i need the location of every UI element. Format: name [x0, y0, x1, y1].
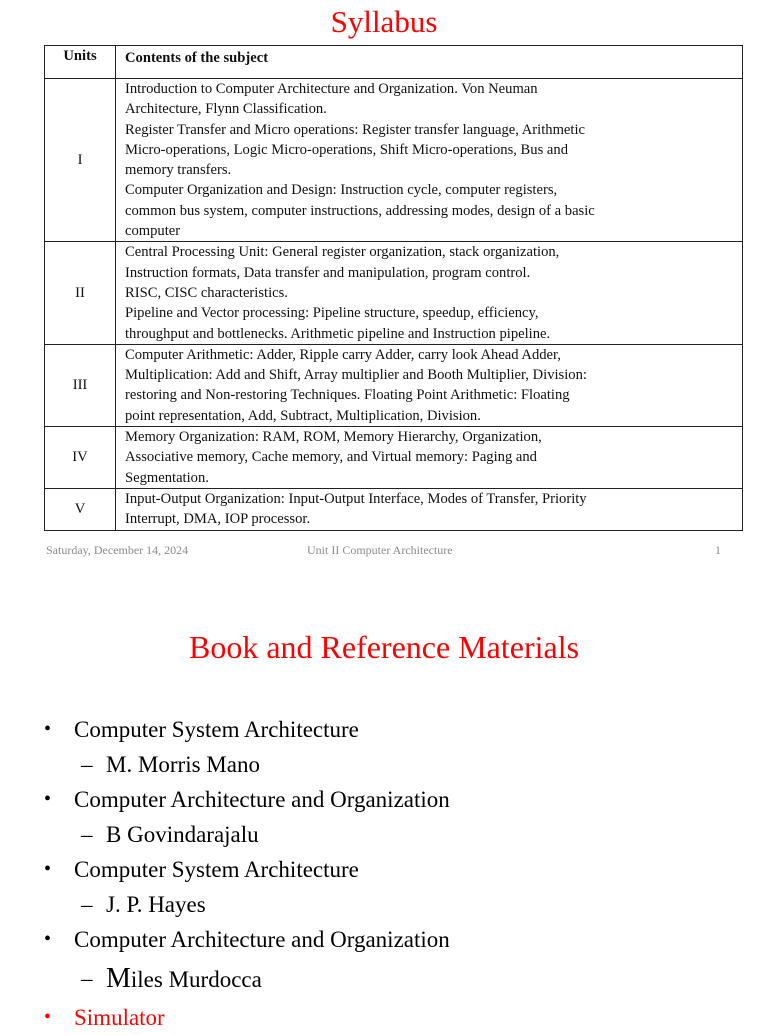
unit-number: II	[45, 242, 116, 344]
dash-icon: –	[81, 822, 93, 847]
header-units: Units	[45, 46, 116, 79]
book-author: M. Morris Mano	[106, 752, 260, 777]
bullet-icon: •	[44, 858, 52, 880]
book-title: Computer System Architecture	[74, 717, 359, 742]
list-item-author	[0, 817, 450, 852]
syllabus-table	[44, 45, 743, 531]
content-line: Multiplication: Add and Shift, Array multiplier and Booth Multiplier, Division:	[125, 367, 587, 384]
content-line: Memory Organization: RAM, ROM, Memory Hierarchy, Organization,	[125, 429, 542, 446]
unit-contents	[116, 79, 743, 242]
unit-number: V	[45, 488, 116, 530]
list-item-author	[0, 887, 450, 922]
content-line: Register Transfer and Micro operations: Register transfer language, Arithmetic	[125, 121, 585, 138]
content-line: memory transfers.	[125, 162, 232, 179]
content-line: Architecture, Flynn Classification.	[125, 101, 327, 118]
book-author: J. P. Hayes	[106, 892, 206, 917]
book-title: Computer Architecture and Organization	[74, 927, 450, 952]
unit-contents	[116, 427, 743, 489]
unit-contents	[116, 242, 743, 344]
book-title: Computer Architecture and Organization	[74, 787, 450, 812]
footer-unit-label: Unit II Computer Architecture	[307, 543, 453, 557]
bullet-icon: •	[44, 788, 52, 810]
table-row-unit-3	[45, 344, 743, 426]
content-line: restoring and Non-restoring Techniques. Floating Point Arithmetic: Floating	[125, 387, 570, 404]
content-line: Pipeline and Vector processing: Pipeline structure, speedup, efficiency,	[125, 305, 539, 322]
table-row-unit-2	[45, 242, 743, 344]
content-line: Central Processing Unit: General register organization, stack organization,	[125, 244, 560, 261]
content-line: Introduction to Computer Architecture and Organization. Von Neuman	[125, 81, 538, 97]
syllabus-table-header	[45, 46, 743, 79]
table-row-unit-1	[45, 79, 743, 242]
content-line: Micro-operations, Logic Micro-operations, Shift Micro-operations, Bus and	[125, 141, 568, 158]
list-item-book	[0, 782, 450, 817]
bullet-icon: •	[44, 928, 52, 950]
content-line: common bus system, computer instructions, addressing modes, design of a basic	[125, 202, 595, 219]
content-line: Input-Output Organization: Input-Output Interface, Modes of Transfer, Priority	[125, 490, 587, 507]
content-line: computer	[125, 223, 181, 240]
book-title: Computer System Architecture	[74, 857, 359, 882]
list-item-book	[0, 852, 450, 887]
unit-number: IV	[45, 427, 116, 489]
content-line: throughput and bottlenecks. Arithmetic pipeline and Instruction pipeline.	[125, 325, 551, 342]
simulator-label: Simulator	[74, 1005, 165, 1030]
dash-icon: –	[81, 752, 93, 777]
book-author: B Govindarajalu	[106, 822, 259, 847]
unit-number: I	[45, 79, 116, 242]
content-line: Computer Arithmetic: Adder, Ripple carry Adder, carry look Ahead Adder,	[125, 346, 561, 363]
list-item-author	[0, 957, 450, 1000]
list-item-book	[0, 712, 450, 747]
content-line: point representation, Add, Subtract, Multiplication, Division.	[125, 407, 481, 424]
book-author-initial: M	[106, 963, 131, 994]
list-item-author	[0, 747, 450, 782]
list-item-simulator	[0, 1000, 450, 1035]
table-row-unit-4	[45, 427, 743, 489]
footer-date: Saturday, December 14, 2024	[46, 543, 189, 557]
footer-page-number: 1	[715, 543, 721, 557]
content-line: RISC, CISC characteristics.	[125, 284, 288, 301]
content-line: Segmentation.	[125, 469, 209, 486]
header-contents: Contents of the subject	[116, 46, 743, 79]
slide-title-references: Book and Reference Materials	[188, 629, 580, 665]
content-line: Interrupt, DMA, IOP processor.	[125, 511, 311, 528]
bullet-icon: •	[44, 1006, 52, 1028]
dash-icon: –	[81, 892, 93, 917]
content-line: Instruction formats, Data transfer and manipulation, program control.	[125, 264, 531, 281]
unit-number: III	[45, 344, 116, 426]
dash-icon: –	[81, 966, 93, 991]
content-line: Computer Organization and Design: Instruction cycle, computer registers,	[125, 182, 558, 199]
slide-title-syllabus: Syllabus	[330, 4, 438, 39]
content-line: Associative memory, Cache memory, and Virtual memory: Paging and	[125, 449, 537, 466]
reference-list	[0, 712, 450, 1035]
book-author: iles Murdocca	[130, 967, 262, 992]
bullet-icon: •	[44, 718, 52, 740]
table-row-unit-5	[45, 488, 743, 530]
slide-references	[0, 566, 768, 1030]
unit-contents	[116, 344, 743, 426]
unit-contents	[116, 488, 743, 530]
list-item-book	[0, 922, 450, 957]
